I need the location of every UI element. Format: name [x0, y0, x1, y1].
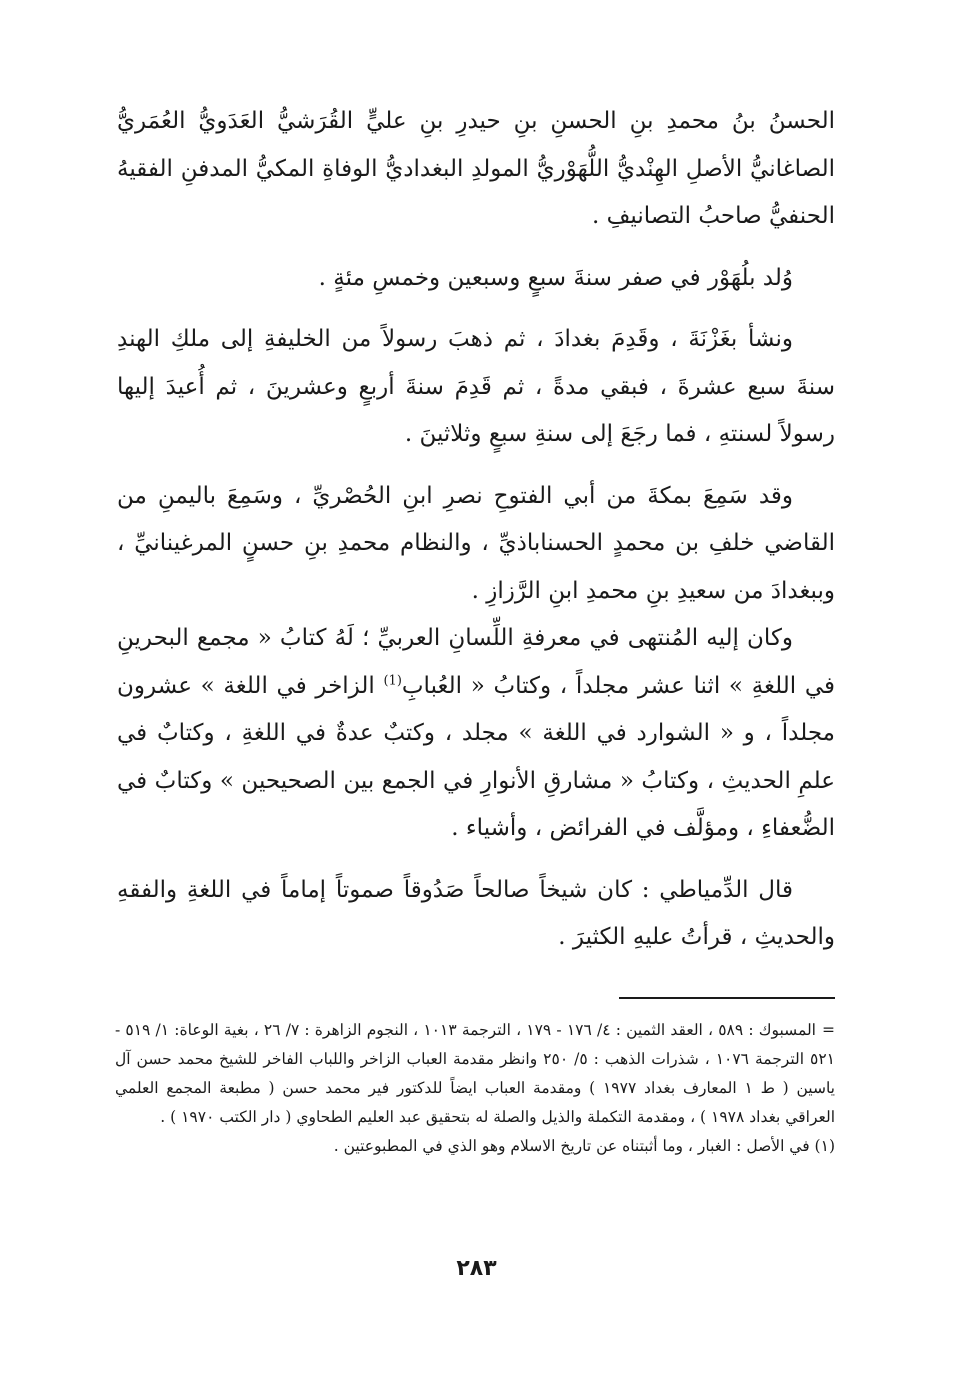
works-text-end: الزاخر في اللغة » عشرون مجلداً ، و « الشوارد في اللغة » مجلد ، وكتبٌ عدةٌ في اللغةِ ، وكتابٌ في علمِ الحديثِ ، وكتابُ « مشارقِ الأنوارِ في الجمع بين الصحيحين » وكتابٌ في الضُّعفاءِ ، ومؤلَّف في الفرائض ، وأشياء .	[117, 672, 835, 841]
paragraph-quote: قال الدِّمياطي : كان شيخاً صالحاً صَدُوقاً صموتاً إماماً في اللغةِ والفقهِ والحديثِ ، قرأتُ عليهِ الكثيرَ .	[117, 876, 835, 950]
footnotes	[115, 1016, 835, 1161]
footnote-1: (١) في الأصل : الغبار ، وما أثبتناه عن تاريخ الاسلام وهو الذي في المطبوعتين .	[333, 1137, 835, 1155]
page-number: ٢٨٣	[456, 1256, 497, 1281]
paragraph-teachers: وقد سَمِعَ بمكةَ من أبي الفتوحِ نصرِ ابنِ الحُصْريِّ ، وسَمِعَ باليمنِ من القاضي خلفِ بن محمدٍ الحسناباذيِّ ، والنظام محمدِ بنِ حسنٍ المرغينانيِّ ، وببغدادَ من سعيدِ بنِ محمدِ ابنِ الرَّزازِ .	[117, 482, 835, 604]
sources-text: المسبوك : ٥٨٩ ، العقد الثمين : ٤/ ١٧٦ - ١٧٩ ، الترجمة ١٠١٣ ، النجوم الزاهرة : ٧/ ٢٦ ، بغية الوعاة: ١/ ٥١٩ - ٥٢١ الترجمة ١٠٧٦ ، شذرات الذهب : ٥/ ٢٥٠ وانظر مقدمة العباب الزاخر واللباب الفاخر للشيخ محمد حسن آل ياسين ( ط ١ المعارف بغداد ١٩٧٧ ) ومقدمة العباب ايضاً للدكتور فير محمد حسن ( مطبعة المجمع العلمي العراقي بغداد ١٩٧٨ ) ، ومقدمة التكملة والذيل والصلة له بتحقيق عبد العليم الطحاوي ( دار الكتب ١٩٧٠ ) .	[115, 1021, 835, 1126]
continuation-mark: =	[822, 1021, 835, 1039]
footnote-sources	[115, 1016, 835, 1132]
main-text	[117, 98, 835, 962]
paragraph-birth: وُلد بلُهَوْر في صفر سنةَ سبعٍ وسبعين وخمسِ مئةٍ .	[318, 264, 793, 291]
works-text-start: وكان إليه المُنتهى في معرفةِ اللِّسانِ العربيِّ ؛ لَهُ كتابُ « مجمع البحرينِ في اللغةِ » اثنا عشر مجلداً ، وكتابُ « العُبابِ	[117, 625, 835, 699]
paragraph-works	[117, 615, 835, 853]
paragraph-name: الحسنُ بنُ محمدِ بنِ الحسنِ بنِ حيدرِ بنِ عليٍّ القُرَشيُّ العَدَويُّ العُمَريُّ الصاغانيُّ الأصلِ الهِنْديُّ اللُّهَوْريُّ المولدِ البغداديُّ الوفاةِ المكيُّ المدفنِ الفقيهُ الحنفيُّ صاحبُ التصانيفِ .	[117, 108, 835, 229]
footnote-separator	[619, 997, 835, 999]
footnote-marker: (1)	[383, 672, 402, 688]
paragraph-travels: ونشأ بغَزْنَةَ ، وقَدِمَ بغدادَ ، ثم ذهبَ رسولاً من الخليفةِ إلى ملكِ الهندِ سنةَ سبع عشرةَ ، فبقي مدةً ، ثم قَدِمَ سنةَ أربعٍ وعشرينَ ، ثم أُعيدَ إليها رسولاً لسنتهِ ، فما رجَعَ إلى سنةِ سبعٍ وثلاثينَ .	[117, 326, 835, 447]
